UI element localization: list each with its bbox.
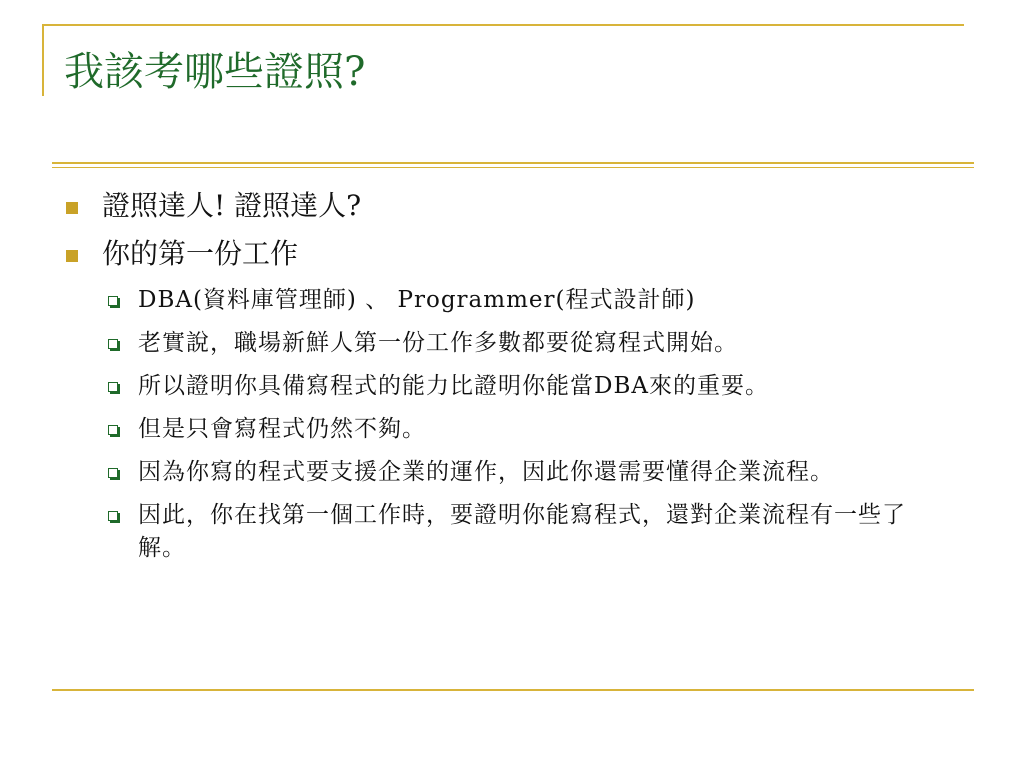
sub-bullet-item <box>60 370 960 403</box>
sub-bullet-text: 所以證明你具備寫程式的能力比證明你能當DBA來的重要。 <box>138 373 769 399</box>
footer-rule <box>52 689 974 691</box>
shadowed-square-bullet-icon <box>108 511 118 521</box>
slide-content <box>60 188 960 575</box>
slide-title: 我該考哪些證照? <box>64 49 366 95</box>
sub-bullet-text: DBA(資料庫管理師) 、 Programmer(程式設計師) <box>138 287 696 313</box>
sub-bullet-text: 老實說，職場新鮮人第一份工作多數都要從寫程式開始。 <box>138 330 738 356</box>
shadowed-square-bullet-icon <box>108 468 118 478</box>
bullet-item <box>60 236 960 272</box>
shadowed-square-bullet-icon <box>108 339 118 349</box>
sub-bullet-item <box>60 456 960 489</box>
title-frame-left-rule <box>42 24 44 96</box>
shadowed-square-bullet-icon <box>108 382 118 392</box>
bullet-text: 證照達人! 證照達人? <box>102 189 362 222</box>
shadowed-square-bullet-icon <box>108 296 118 306</box>
sub-bullet-item <box>60 327 960 360</box>
filled-square-bullet-icon <box>66 250 78 262</box>
sub-bullet-item <box>60 284 960 317</box>
sub-bullet-item <box>60 499 960 565</box>
title-frame-top-rule <box>42 24 964 26</box>
bullet-item <box>60 188 960 224</box>
sub-bullet-text: 因為你寫的程式要支援企業的運作，因此你還需要懂得企業流程。 <box>138 459 834 485</box>
sub-bullet-item <box>60 413 960 446</box>
title-underline-double-rule <box>52 162 974 168</box>
shadowed-square-bullet-icon <box>108 425 118 435</box>
sub-bullet-text: 因此，你在找第一個工作時，要證明你能寫程式，還對企業流程有一些了解。 <box>138 502 906 561</box>
filled-square-bullet-icon <box>66 202 78 214</box>
sub-bullet-text: 但是只會寫程式仍然不夠。 <box>138 416 426 442</box>
bullet-text: 你的第一份工作 <box>102 237 299 270</box>
